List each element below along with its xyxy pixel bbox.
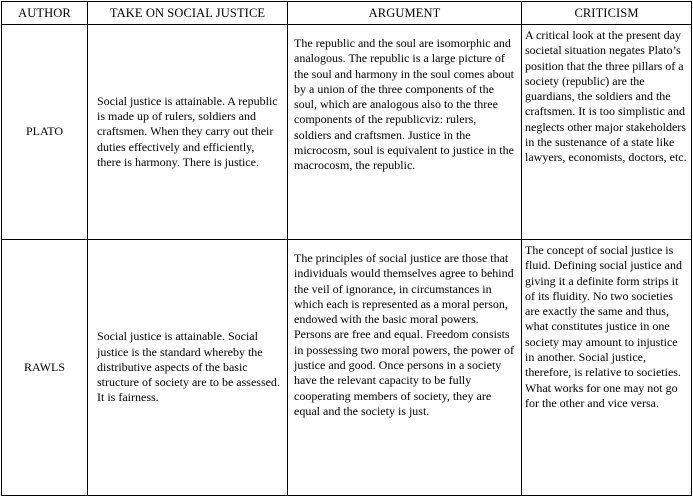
take-cell: Social justice is attainable. A republic is made up of rulers, soldiers and craftsmen. When they carry out their duties effectively and efficiently, there is harmony. There is justice. — [88, 25, 288, 240]
header-take-on-social-justice: TAKE ON SOCIAL JUSTICE — [88, 2, 288, 25]
table-row — [2, 240, 692, 496]
criticism-cell: The concept of social justice is fluid. Defining social justice and giving it a definite form strips it of its fluidity. No two societies are exactly the same and thus, what constitutes justice in one society may amount to injustice in another. Social justice, therefore, is relative to societies. What works for one may not go for the other and vice versa. — [522, 240, 692, 496]
header-row — [2, 2, 692, 25]
take-cell: Social justice is attainable. Social justice is the standard whereby the distributive aspects of the basic structure of society are to be assessed. It is fairness. — [88, 240, 288, 496]
header-argument: ARGUMENT — [288, 2, 522, 25]
comparison-table — [1, 1, 692, 496]
author-cell: PLATO — [2, 25, 88, 240]
table-row — [2, 25, 692, 240]
header-criticism: CRITICISM — [522, 2, 692, 25]
argument-cell: The principles of social justice are those that individuals would themselves agree to behind the veil of ignorance, in circumstances in which each is represented as a moral person, endowed with the basic moral powers. Persons are free and equal. Freedom consists in possessing two moral powers, the power of justice and good. Once persons in a society have the relevant capacity to be fully cooperating members of society, they are equal and the society is just. — [288, 240, 522, 496]
author-cell: RAWLS — [2, 240, 88, 496]
criticism-cell: A critical look at the present day societal situation negates Plato’s position that the three pillars of a society (republic) are the guardians, the soldiers and the craftsmen. It is too simplistic and neglects other major stakeholders in the sustenance of a state like lawyers, economists, doctors, etc. — [522, 25, 692, 240]
argument-cell: The republic and the soul are isomorphic and analogous. The republic is a large picture of the soul and harmony in the soul comes about by a union of the three components of the soul, which are analogous also to the three components of the republicviz: rulers, soldiers and craftsmen. Justice in the microcosm, soul is equivalent to justice in the macrocosm, the republic. — [288, 25, 522, 240]
header-author: AUTHOR — [2, 2, 88, 25]
